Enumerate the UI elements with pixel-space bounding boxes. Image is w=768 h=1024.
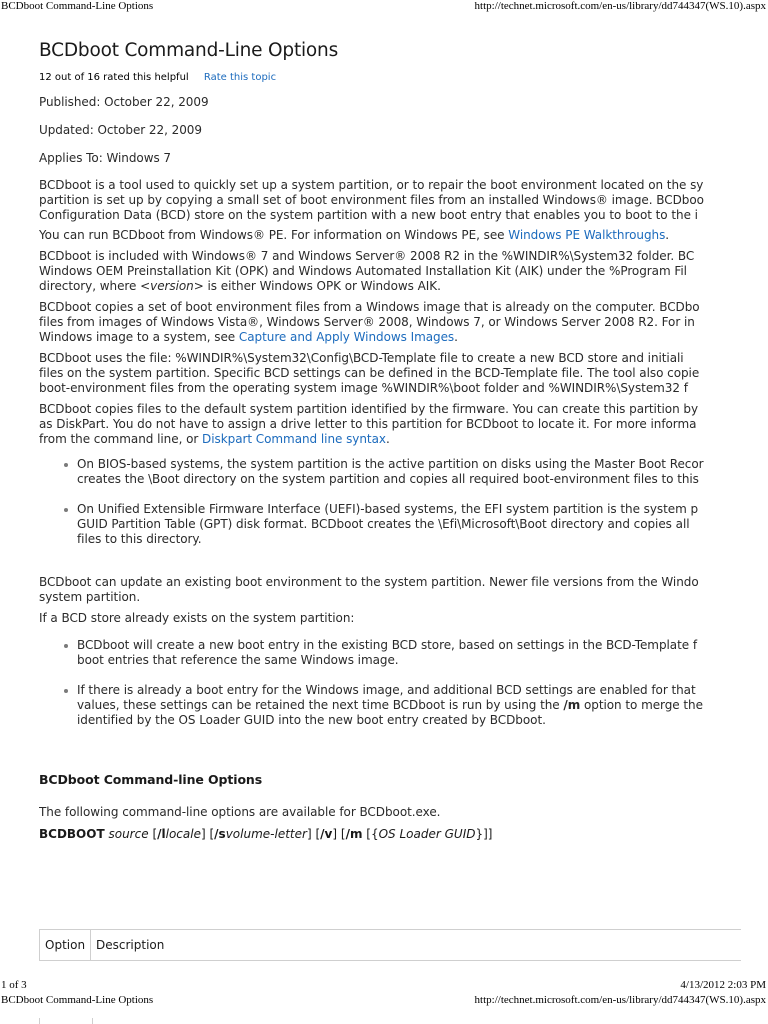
copies-paragraph: [39, 300, 768, 345]
list-item-line: [77, 698, 768, 713]
version-placeholder: version: [150, 279, 194, 293]
paragraph-line: Configuration Data (BCD) store on the system partition with a new boot entry that enables you to boot to the i: [39, 208, 698, 222]
rate-topic-link[interactable]: Rate this topic: [203, 72, 277, 83]
list-item: [39, 457, 768, 487]
applies-to: Applies To: Windows 7: [39, 151, 172, 165]
section-intro: The following command-line options are available for BCDboot.exe.: [39, 805, 441, 819]
bullet-icon: [64, 463, 68, 467]
print-header-title: BCDboot Command-Line Options: [1, 994, 154, 1006]
paragraph-line: [39, 432, 768, 447]
intro-paragraph: [39, 178, 768, 223]
syntax-option: /v: [320, 827, 333, 841]
table-header-cell: [39, 930, 91, 960]
paragraph-line: BCDboot copies a set of boot environment files from a Windows image that is already on the computer. BCDbo: [39, 300, 700, 314]
syntax-bracket: [: [340, 827, 346, 841]
syntax-option: /s: [214, 827, 226, 841]
paragraph-line: BCDboot can update an existing boot environment to the system partition. Newer file versions from the Windo: [39, 575, 699, 589]
syntax-bracket: [: [152, 827, 158, 841]
paragraph-text: Windows image to a system, see: [39, 330, 239, 344]
syntax-value: volume-letter: [225, 827, 307, 841]
partition-paragraph: [39, 402, 768, 447]
capture-apply-images-link[interactable]: Capture and Apply Windows Images: [238, 330, 455, 344]
paragraph-text: .: [665, 228, 670, 242]
paragraph-line: files on the system partition. Specific BCD settings can be defined in the BCD-Template file. The tool also copie: [39, 366, 700, 380]
paragraph-line: partition is set up by copying a small set of boot environment files from an installed Windows® image. BCDboo: [39, 193, 704, 207]
published-date: Published: October 22, 2009: [39, 95, 209, 109]
syntax-bracket: ]: [332, 827, 338, 841]
winpe-walkthroughs-link[interactable]: Windows PE Walkthroughs: [508, 228, 666, 242]
print-header-title: BCDboot Command-Line Options: [1, 0, 154, 12]
bcd-store-paragraph: If a BCD store already exists on the system partition:: [39, 611, 355, 625]
paragraph-text: > is either Windows OPK or Windows AIK.: [193, 279, 441, 293]
paragraph-text: .: [385, 432, 390, 446]
included-paragraph: [39, 249, 768, 294]
list-item-line: files to this directory.: [77, 532, 202, 546]
options-table-header: [39, 929, 741, 961]
syntax-value: locale: [165, 827, 201, 841]
syntax-source: source: [108, 827, 149, 841]
bullet-icon: [64, 508, 68, 512]
winpe-paragraph: [39, 228, 768, 243]
command-syntax: [39, 827, 768, 841]
list-item-line: boot entries that reference the same Windows image.: [77, 653, 399, 667]
syntax-value: OS Loader GUID: [378, 827, 476, 841]
page-number: 1 of 3: [1, 979, 27, 991]
paragraph-line: BCDboot is a tool used to quickly set up a system partition, or to repair the boot environment located on the sy: [39, 178, 704, 192]
table-row-continuation: [39, 1018, 100, 1024]
syntax-bracket: ]: [306, 827, 312, 841]
list-item-line: On Unified Extensible Firmware Interface (UEFI)-based systems, the EFI system partition is the system p: [77, 502, 699, 516]
syntax-bracket: [: [209, 827, 215, 841]
bcd-store-list: [39, 638, 768, 728]
paragraph-line: Windows OEM Preinstallation Kit (OPK) and Windows Automated Installation Kit (AIK) under the %Program Fil: [39, 264, 687, 278]
paragraph-line: boot-environment files from the operating system image %WINDIR%\boot folder and %WINDIR%\System32 f: [39, 381, 688, 395]
firmware-list: [39, 457, 768, 547]
template-paragraph: [39, 351, 768, 396]
column-header-option: Option: [45, 938, 86, 952]
paragraph-line: BCDboot copies files to the default system partition identified by the firmware. You can create this partition by: [39, 402, 699, 416]
paragraph-text: values, these settings can be retained the next time BCDboot is run by using the: [77, 698, 564, 712]
syntax-bracket: ]: [200, 827, 206, 841]
page-title: BCDboot Command-Line Options: [39, 40, 339, 61]
print-footer: [0, 979, 768, 993]
list-item: [39, 638, 768, 668]
list-item: [39, 502, 768, 547]
article-content: [39, 40, 768, 978]
merge-option: /m: [563, 698, 581, 712]
list-item: [39, 683, 768, 728]
paragraph-line: system partition.: [39, 590, 141, 604]
paragraph-line: [39, 330, 768, 345]
list-item-line: If there is already a boot entry for the Windows image, and additional BCD settings are enabled for that: [77, 683, 696, 697]
rating-bar: [39, 72, 768, 83]
list-item-line: On BIOS-based systems, the system partition is the active partition on disks using the Master Boot Recor: [77, 457, 704, 471]
bullet-icon: [64, 644, 68, 648]
print-header: [0, 0, 768, 14]
section-heading: BCDboot Command-line Options: [39, 772, 263, 787]
list-item-line: creates the \Boot directory on the system partition and copies all required boot-environment files to this: [77, 472, 699, 486]
updated-date: Updated: October 22, 2009: [39, 123, 202, 137]
table-header-cell: [91, 930, 741, 960]
list-item-line: identified by the OS Loader GUID into the new boot entry created by BCDboot.: [77, 713, 546, 727]
paragraph-line: BCDboot uses the file: %WINDIR%\System32\Config\BCD-Template file to create a new BCD store and initiali: [39, 351, 684, 365]
paragraph-text: .: [454, 330, 458, 344]
syntax-bracket: [{: [366, 827, 379, 841]
column-header-description: Description: [96, 938, 165, 952]
column-divider: [92, 1018, 93, 1024]
update-paragraph: [39, 575, 768, 605]
print-header-url: http://technet.microsoft.com/en-us/library/dd744347(WS.10).aspx: [474, 0, 766, 12]
paragraph-line: files from images of Windows Vista®, Windows Server® 2008, Windows 7, or Windows Server 2008 R2. For in: [39, 315, 695, 329]
print-header-url: http://technet.microsoft.com/en-us/library/dd744347(WS.10).aspx: [474, 994, 766, 1006]
list-item-line: BCDboot will create a new boot entry in the existing BCD store, based on settings in the BCD-Template f: [77, 638, 698, 652]
paragraph-text: option to merge the: [580, 698, 703, 712]
print-header-next-page: [0, 994, 768, 1008]
paragraph-line: [39, 279, 768, 294]
paragraph-text: from the command line, or: [39, 432, 203, 446]
paragraph-text: directory, where <: [39, 279, 151, 293]
syntax-option: /l: [157, 827, 166, 841]
paragraph-line: BCDboot is included with Windows® 7 and Windows Server® 2008 R2 in the %WINDIR%\System32 folder. BC: [39, 249, 695, 263]
syntax-option: /m: [345, 827, 363, 841]
paragraph-line: as DiskPart. You do not have to assign a drive letter to this partition for BCDboot to locate it. For more informa: [39, 417, 697, 431]
diskpart-syntax-link[interactable]: Diskpart Command line syntax: [202, 432, 386, 446]
rating-text: 12 out of 16 rated this helpful: [39, 72, 189, 83]
syntax-bracket: }]]: [475, 827, 493, 841]
print-datetime: 4/13/2012 2:03 PM: [680, 979, 766, 991]
bullet-icon: [64, 689, 68, 693]
paragraph-text: You can run BCDboot from Windows® PE. For information on Windows PE, see: [39, 228, 509, 242]
syntax-command: BCDBOOT: [39, 827, 105, 841]
syntax-bracket: [: [315, 827, 321, 841]
list-item-line: GUID Partition Table (GPT) disk format. BCDboot creates the \Efi\Microsoft\Boot directory and copies all: [77, 517, 690, 531]
